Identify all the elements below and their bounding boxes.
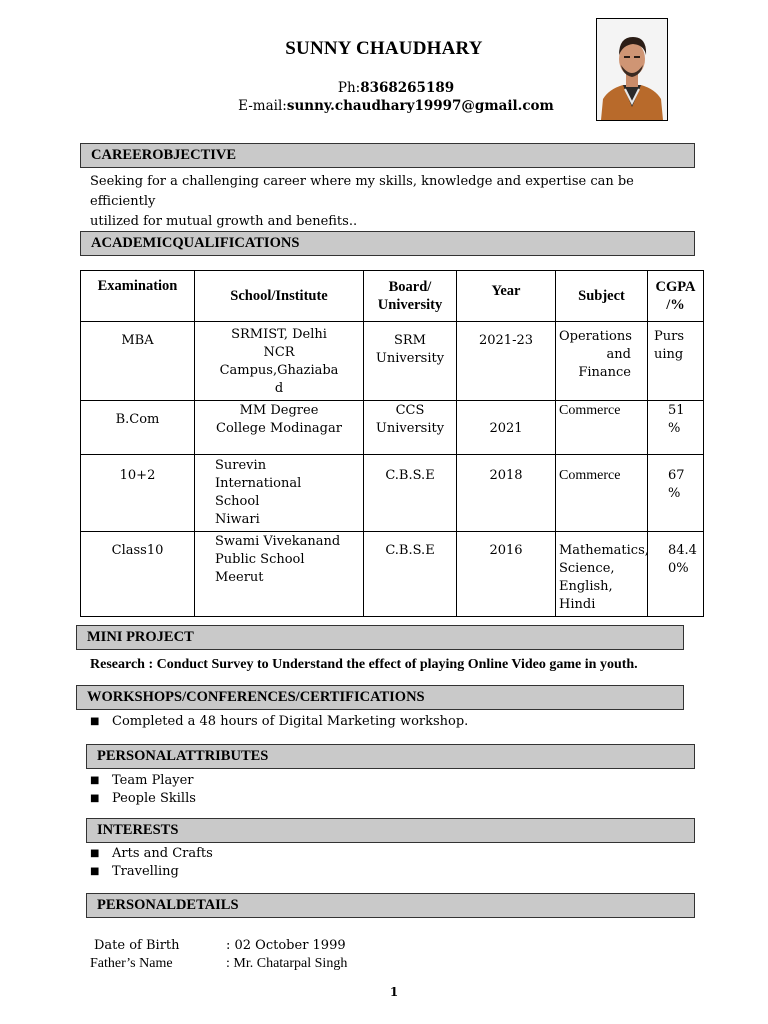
detail-value-father: : Mr. Chatarpal Singh [226,956,348,971]
bullet-icon: ■ [90,848,100,859]
project-text: Conduct Survey to Understand the effect of playing Online Video game in youth. [153,657,638,672]
row-school: Surevin International School Niwari [215,458,302,527]
row-year: 2016 [489,543,523,558]
header-subject: Subject [556,271,648,322]
section-career-objective: CAREEROBJECTIVE [80,143,695,168]
profile-photo [596,18,668,121]
list-item: ■ Team Player [90,773,194,788]
detail-label-dob: Date of Birth [94,938,180,953]
interests-list [90,845,213,881]
section-personal-details: PERSONALDETAILS [86,893,695,918]
row-exam: Class10 [111,543,164,558]
table-row [81,455,704,532]
row-year: 2018 [489,468,523,483]
row-cgpa: Purs uing [654,329,685,362]
candidate-name: SUNNY CHAUDHARY [285,38,483,59]
list-item: ■ Arts and Crafts [90,846,213,861]
row-subject: Mathematics, Science, English, Hindi [559,543,649,612]
list-item: ■ Completed a 48 hours of Digital Marketing workshop. [90,714,469,729]
table-row [81,322,704,401]
row-school: MM Degree College Modinagar [216,403,342,436]
project-key: Research : [90,657,154,672]
row-subject: Commerce [559,468,621,483]
list-item: ■ Travelling [90,864,179,879]
list-item: ■ People Skills [90,791,196,806]
header-examination: Examination [81,271,195,322]
header-year: Year [457,271,556,322]
phone-number: 8368265189 [360,80,455,96]
objective-text [90,172,690,232]
bullet-icon: ■ [90,866,100,877]
bullet-icon: ■ [90,716,100,727]
detail-value-dob: : 02 October 1999 [226,938,346,953]
section-mini-project: MINI PROJECT [76,625,684,650]
detail-label-father: Father’s Name [90,956,173,971]
section-academic-qualifications: ACADEMICQUALIFICATIONS [80,231,695,256]
section-personal-attributes: PERSONALATTRIBUTES [86,744,695,769]
header-cgpa: CGPA /% [648,271,704,322]
table-row [81,401,704,455]
row-exam: B.Com [115,412,160,427]
row-board: C.B.S.E [385,543,435,558]
row-board: SRM University [375,333,445,366]
row-cgpa: 51 % [668,403,685,436]
row-cgpa: 67 % [668,468,685,501]
bullet-icon: ■ [90,793,100,804]
header-board: Board/ University [364,271,457,322]
objective-line-1: Seeking for a challenging career where my skills, knowledge and expertise can be efficiently [90,174,634,209]
objective-line-2: utilized for mutual growth and benefits.. [90,214,358,229]
row-board: CCS University [375,403,445,436]
row-exam: 10+2 [119,468,156,483]
phone-label: Ph: [337,80,361,96]
academic-table [80,270,704,617]
section-workshops: WORKSHOPS/CONFERENCES/CERTIFICATIONS [76,685,684,710]
row-school: Swami Vivekanand Public School Meerut [215,534,341,585]
row-year: 2021 [489,421,523,436]
row-cgpa: 84.4 0% [668,543,697,576]
row-school: SRMIST, Delhi NCR Campus,Ghaziaba d [219,327,339,396]
table-row [81,532,704,617]
row-exam: MBA [121,333,154,348]
bullet-icon: ■ [90,775,100,786]
attributes-list [90,772,196,808]
row-year: 2021-23 [478,333,534,348]
project-line [90,657,638,673]
email-address: sunny.chaudhary19997@gmail.com [286,98,554,114]
table-header-row [81,271,704,322]
section-interests: INTERESTS [86,818,695,843]
row-subject: Commerce [559,403,621,418]
portrait-image [597,19,667,120]
page-number: 1 [389,985,399,999]
row-board: C.B.S.E [385,468,435,483]
row-subject: Operations and Finance [559,329,632,380]
workshops-list [90,713,468,731]
header-school: School/Institute [195,271,364,322]
email-label: E-mail: [238,98,287,114]
